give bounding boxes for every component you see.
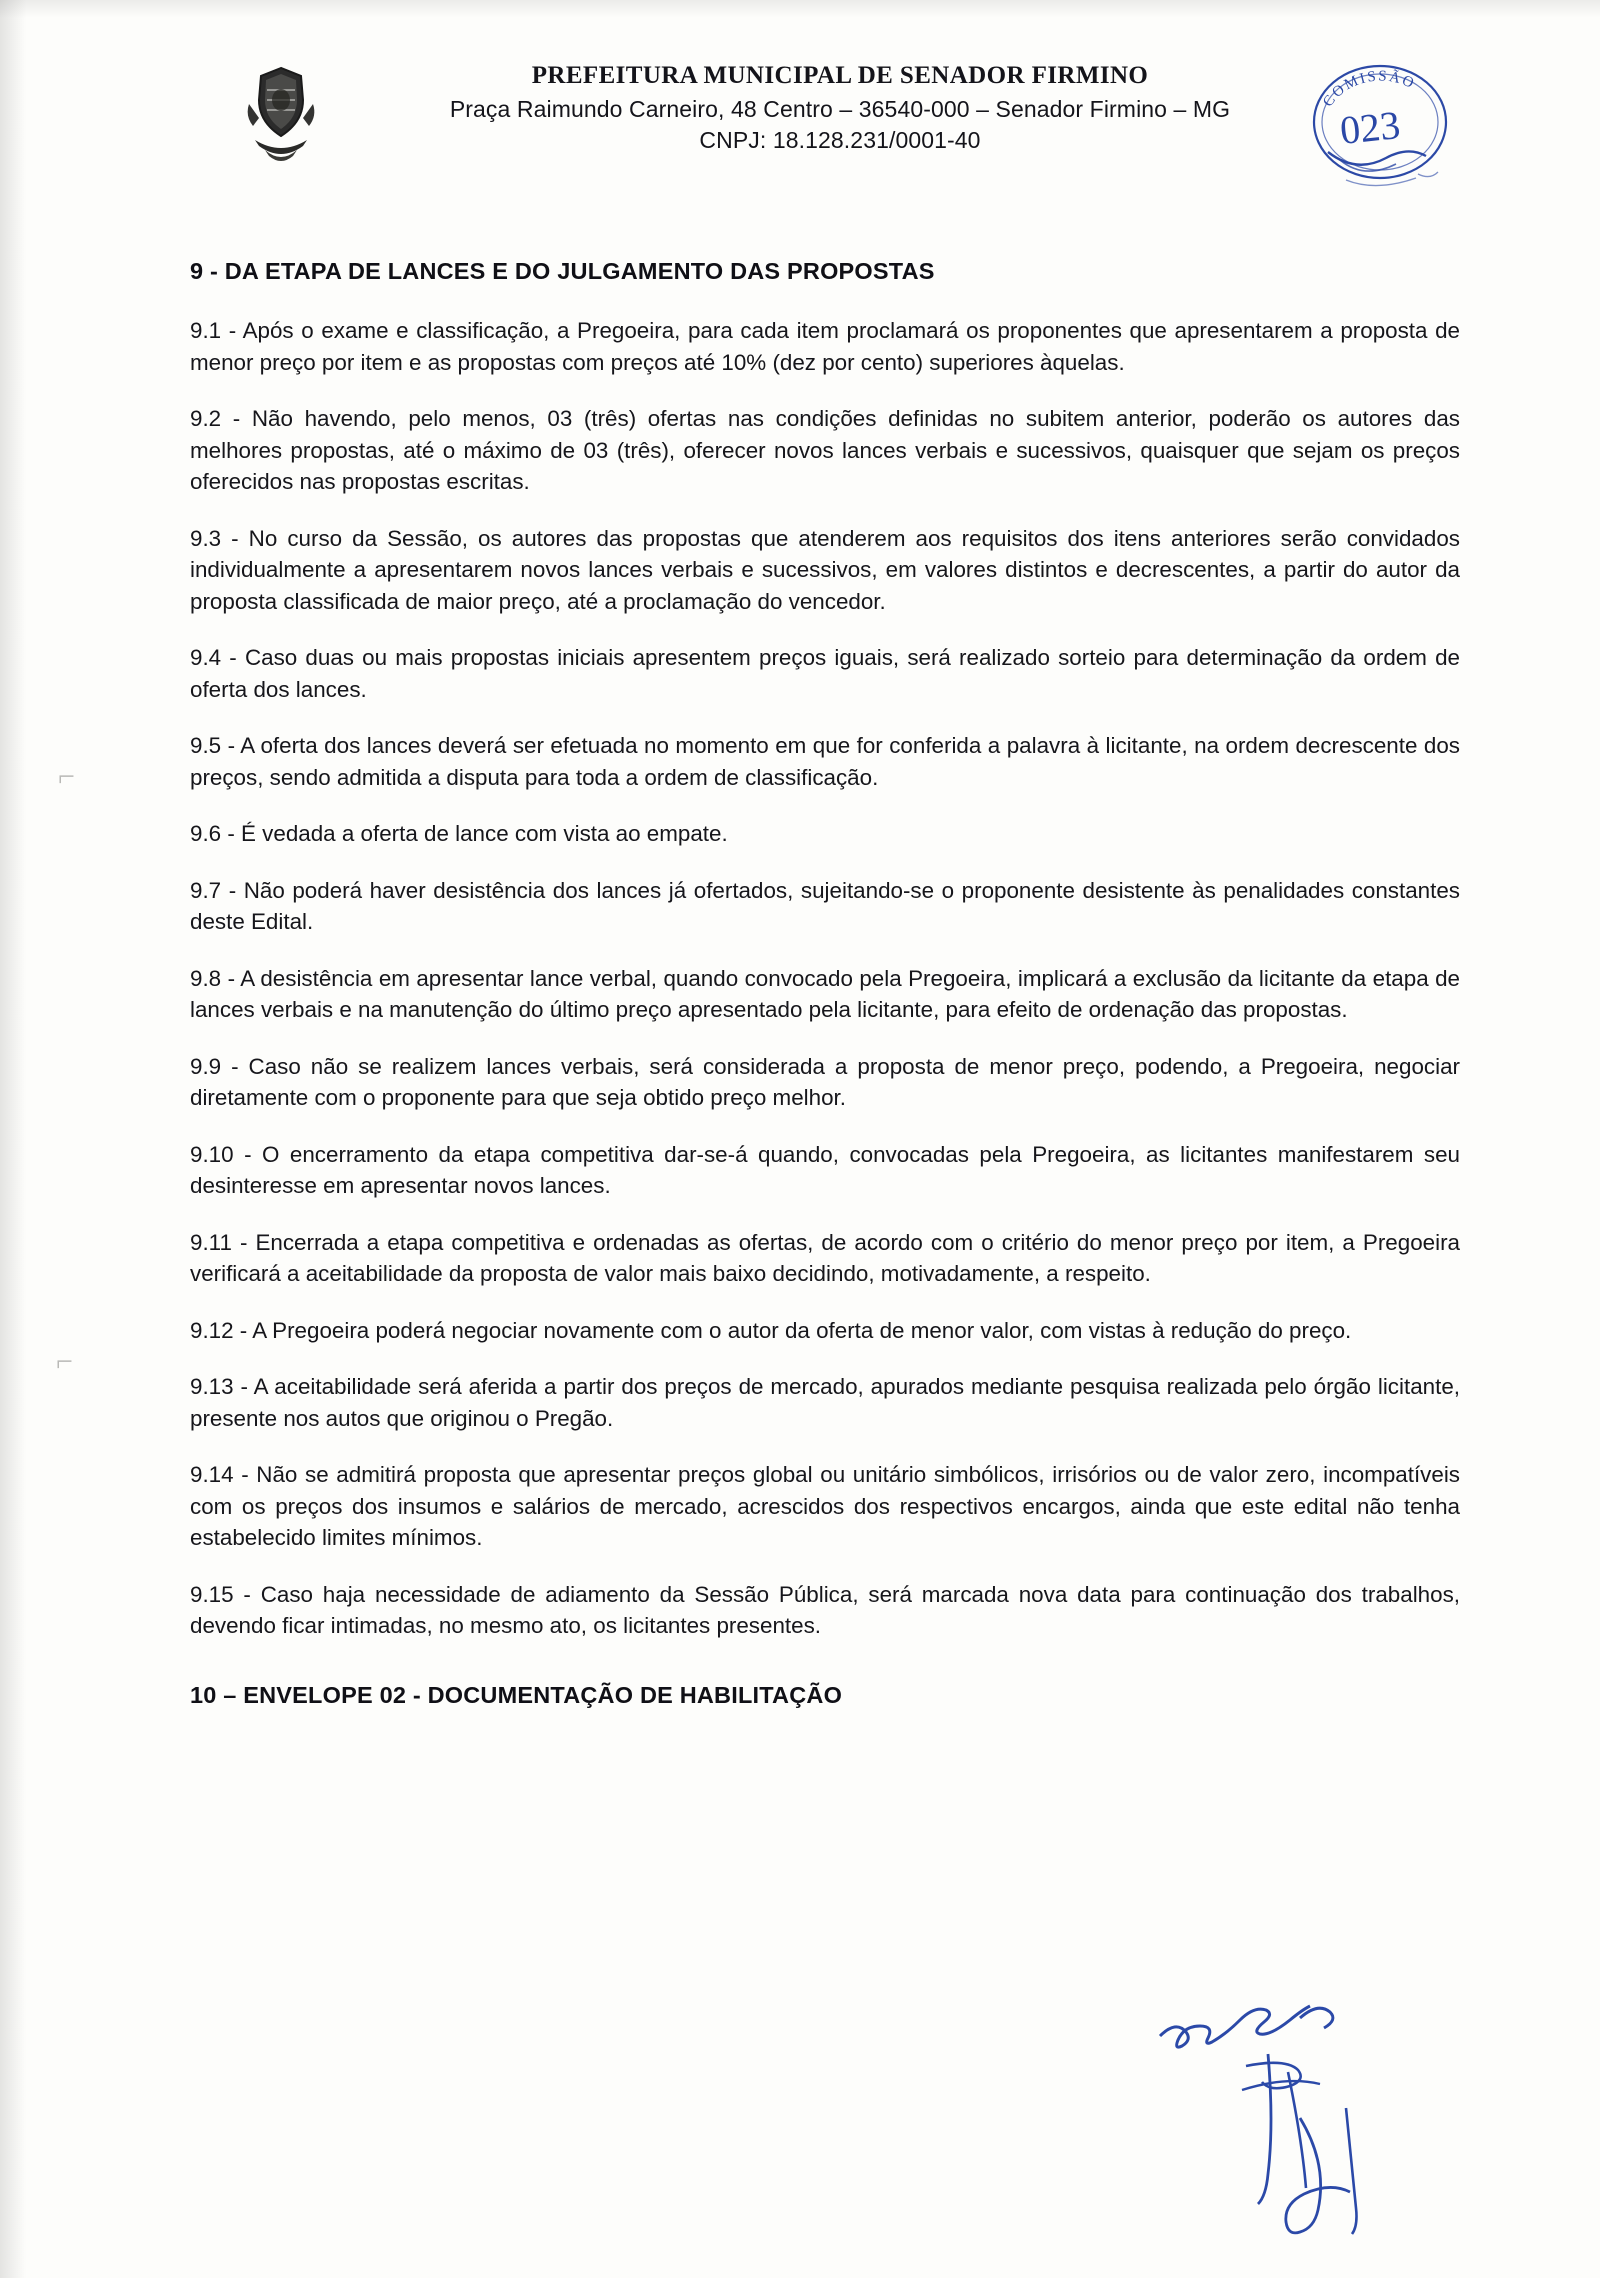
clause-9-10: 9.10 - O encerramento da etapa competitiva dar-se-á quando, convocadas pela Pregoeira, as licitantes manifestarem seu desinteresse em apresentar novos lances. xyxy=(190,1141,1460,1198)
clause-9-3: 9.3 - No curso da Sessão, os autores das propostas que atenderem aos requisitos dos itens anteriores serão convidados individualmente a apresentarem novos lances verbais e sucessivos, em valores distintos e decrescentes, a partir do autor da proposta classificada de maior preço, até a proclamação do vencedor. xyxy=(190,525,1460,614)
stamp-page-number: 023 xyxy=(1337,101,1403,154)
clause-9-15: 9.15 - Caso haja necessidade de adiamento da Sessão Pública, será marcada nova data para continuação dos trabalhos, devendo ficar intimadas, no mesmo ato, os licitantes presentes. xyxy=(190,1581,1460,1638)
clause-9-5: 9.5 - A oferta dos lances deverá ser efetuada no momento em que for conferida a palavra à licitante, na ordem decrescente dos preços, sendo admitida a disputa para toda a ordem de classificação. xyxy=(190,733,1460,790)
organization-cnpj: CNPJ: 18.128.231/0001-40 xyxy=(699,127,981,153)
clause-9-4: 9.4 - Caso duas ou mais propostas iniciais apresentem preços iguais, será realizado sorteio para determinação da ordem de oferta dos lances. xyxy=(190,645,1460,702)
clause-9-14: 9.14 - Não se admitirá proposta que apresentar preços global ou unitário simbólicos, irrisórios ou de valor zero, incompatíveis com os preços dos insumos e salários de mercado, acrescidos dos respectivos encargos, ainda que este edital não tenha estabelecido limites mínimos. xyxy=(190,1462,1460,1550)
clause-9-2: 9.2 - Não havendo, pelo menos, 03 (três) ofertas nas condições definidas no subitem anterior, poderão os autores das melhores propostas, até o máximo de 03 (três), oferecer novos lances verbais e sucessivos, quaisquer que sejam os preços oferecidos nas propostas escritas. xyxy=(190,406,1460,494)
clause-9-12: 9.12 - A Pregoeira poderá negociar novamente com o autor da oferta de menor valor, com vistas à redução do preço. xyxy=(190,1317,1352,1343)
document-body xyxy=(190,258,1460,1709)
commission-stamp xyxy=(1298,56,1468,206)
next-section-title: 10 – ENVELOPE 02 - DOCUMENTAÇÃO DE HABILITAÇÃO xyxy=(190,1681,843,1708)
section-title: 9 - DA ETAPA DE LANCES E DO JULGAMENTO DAS PROPOSTAS xyxy=(190,258,935,284)
margin-mark-upper: ⌐ xyxy=(58,760,75,793)
clause-9-13: 9.13 - A aceitabilidade será aferida a partir dos preços de mercado, apurados mediante pesquisa realizada pelo órgão licitante, presente nos autos que originou o Pregão. xyxy=(190,1374,1460,1431)
clause-9-6: 9.6 - É vedada a oferta de lance com vista ao empate. xyxy=(190,821,728,846)
clause-9-8: 9.8 - A desistência em apresentar lance verbal, quando convocado pela Pregoeira, implicará a exclusão da licitante da etapa de lances verbais e na manutenção do último preço apresentado pela licitante, para efeito de ordenação das propostas. xyxy=(190,965,1460,1022)
page-edge-shadow-left xyxy=(0,0,26,2278)
svg-text:COMISSÃO: COMISSÃO xyxy=(1320,68,1418,110)
header-text-block xyxy=(330,62,1350,154)
clause-9-9: 9.9 - Caso não se realizem lances verbais, será considerada a proposta de menor preço, podendo, a Pregoeira, negociar diretamente com o proponente para que seja obtido preço melhor. xyxy=(190,1053,1460,1110)
document-header xyxy=(0,38,1600,178)
organization-title: PREFEITURA MUNICIPAL DE SENADOR FIRMINO xyxy=(531,62,1149,89)
coat-of-arms-icon xyxy=(245,60,317,170)
margin-mark-lower: ⌐ xyxy=(56,1345,73,1378)
page-edge-shadow-top xyxy=(0,0,1600,18)
clause-9-1: 9.1 - Após o exame e classificação, a Pregoeira, para cada item proclamará os proponentes que apresentarem a proposta de menor preço por item e as propostas com preços até 10% (dez por cento) superiores àquelas. xyxy=(190,318,1460,375)
clause-9-7: 9.7 - Não poderá haver desistência dos lances já ofertados, sujeitando-se o proponente desistente às penalidades constantes deste Edital. xyxy=(190,877,1460,934)
handwritten-signature-icon xyxy=(1150,1988,1480,2238)
organization-address: Praça Raimundo Carneiro, 48 Centro – 36540-000 – Senador Firmino – MG xyxy=(449,96,1231,122)
clause-9-11: 9.11 - Encerrada a etapa competitiva e ordenadas as ofertas, de acordo com o critério do menor preço por item, a Pregoeira verificará a aceitabilidade da proposta de valor mais baixo decidindo, motivadamente, a respeito. xyxy=(190,1229,1460,1286)
